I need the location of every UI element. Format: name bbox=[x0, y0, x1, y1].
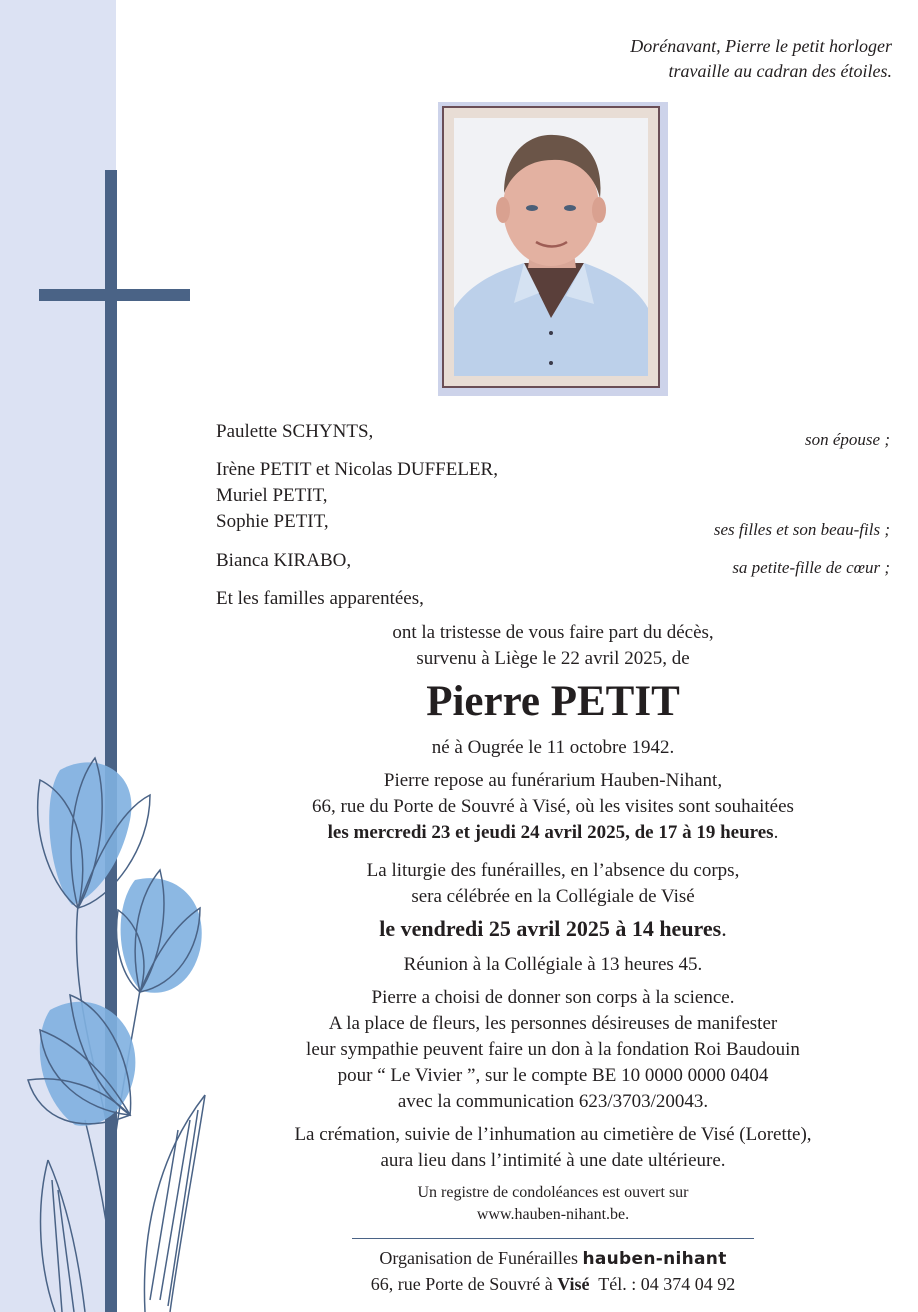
portrait-frame bbox=[438, 102, 668, 396]
registry-block bbox=[200, 1182, 906, 1226]
meeting-line: Réunion à la Collégiale à 13 heures 45. bbox=[403, 954, 703, 975]
liturgy-line-1: La liturgie des funérailles, en l’absence du corps, bbox=[366, 860, 740, 881]
donation-line-5: avec la communication 623/3703/20043. bbox=[397, 1091, 709, 1112]
granddaughter-role: sa petite-fille de cœur ; bbox=[732, 558, 890, 577]
visitation-dates-period: . bbox=[773, 822, 779, 843]
birth-line: né à Ougrée le 11 octobre 1942. bbox=[431, 737, 675, 758]
portrait-illustration bbox=[454, 118, 648, 376]
epitaph-line-2: travaille au cadran des étoiles. bbox=[668, 61, 892, 81]
footer-phone: Tél. : 04 374 04 92 bbox=[598, 1274, 736, 1294]
daughter-name-3: Sophie PETIT, bbox=[216, 511, 329, 532]
liturgy-line-2: sera célébrée en la Collégiale de Visé bbox=[411, 886, 695, 907]
deceased-name: Pierre PETIT bbox=[426, 678, 680, 725]
daughter-name-2: Muriel PETIT, bbox=[216, 485, 328, 506]
daughter-name-1: Irène PETIT et Nicolas DUFFELER, bbox=[216, 459, 498, 480]
cremation-line-1: La crémation, suivie de l’inhumation au cimetière de Visé (Lorette), bbox=[294, 1124, 812, 1145]
visitation-dates-text: les mercredi 23 et jeudi 24 avril 2025, de 17 à 19 heures bbox=[327, 822, 774, 843]
cross-horizontal-bar bbox=[39, 289, 190, 301]
tulip-flowers-illustration bbox=[0, 740, 230, 1312]
brand-logo-text: hauben-nihant bbox=[582, 1249, 727, 1269]
daughters-role: ses filles et son beau-fils ; bbox=[713, 520, 890, 539]
liturgy-date bbox=[200, 914, 906, 944]
epitaph bbox=[630, 34, 892, 84]
registry-link[interactable]: www.hauben-nihant.be. bbox=[476, 1206, 630, 1223]
footer-address-line bbox=[200, 1272, 906, 1297]
liturgy-date-text: le vendredi 25 avril 2025 à 14 heures bbox=[379, 916, 722, 941]
donation-line-1: Pierre a choisi de donner son corps à la science. bbox=[371, 987, 735, 1008]
announcement-line-1: ont la tristesse de vous faire part du décès, bbox=[392, 622, 714, 643]
spouse-name: Paulette SCHYNTS, bbox=[216, 421, 374, 442]
cremation-line-2: aura lieu dans l’intimité à une date ultérieure. bbox=[380, 1150, 726, 1171]
donation-line-3: leur sympathie peuvent faire un don à la fondation Roi Baudouin bbox=[306, 1039, 800, 1060]
portrait-mat bbox=[442, 106, 660, 388]
footer-divider bbox=[352, 1238, 754, 1239]
visitation-block bbox=[200, 768, 906, 846]
relatives-line: Et les familles apparentées, bbox=[216, 588, 424, 609]
visitation-dates bbox=[200, 820, 906, 846]
liturgy-block bbox=[200, 858, 906, 910]
footer bbox=[200, 1246, 906, 1297]
announcement-line-2: survenu à Liège le 22 avril 2025, de bbox=[416, 648, 690, 669]
donation-block bbox=[200, 985, 906, 1115]
granddaughter-name: Bianca KIRABO, bbox=[216, 550, 352, 571]
donation-line-4: pour “ Le Vivier ”, sur le compte BE 10 0000 0000 0404 bbox=[337, 1065, 769, 1086]
spouse-role: son épouse ; bbox=[805, 430, 890, 449]
cremation-block bbox=[200, 1122, 906, 1174]
visitation-line-2: 66, rue du Porte de Souvré à Visé, où les visites sont souhaitées bbox=[312, 796, 794, 817]
epitaph-line-1: Dorénavant, Pierre le petit horloger bbox=[630, 36, 892, 56]
footer-organisation: Organisation de Funérailles bbox=[379, 1248, 578, 1268]
footer-city: Visé bbox=[557, 1274, 590, 1294]
footer-organisation-line bbox=[200, 1246, 906, 1272]
liturgy-date-period: . bbox=[721, 916, 727, 941]
donation-line-2: A la place de fleurs, les personnes désireuses de manifester bbox=[328, 1013, 778, 1034]
registry-line-1: Un registre de condoléances est ouvert sur bbox=[417, 1184, 689, 1201]
announcement bbox=[200, 620, 906, 672]
visitation-line-1: Pierre repose au funérarium Hauben-Nihant, bbox=[383, 770, 723, 791]
portrait-photo bbox=[454, 118, 648, 376]
footer-address: 66, rue Porte de Souvré à bbox=[370, 1274, 553, 1294]
